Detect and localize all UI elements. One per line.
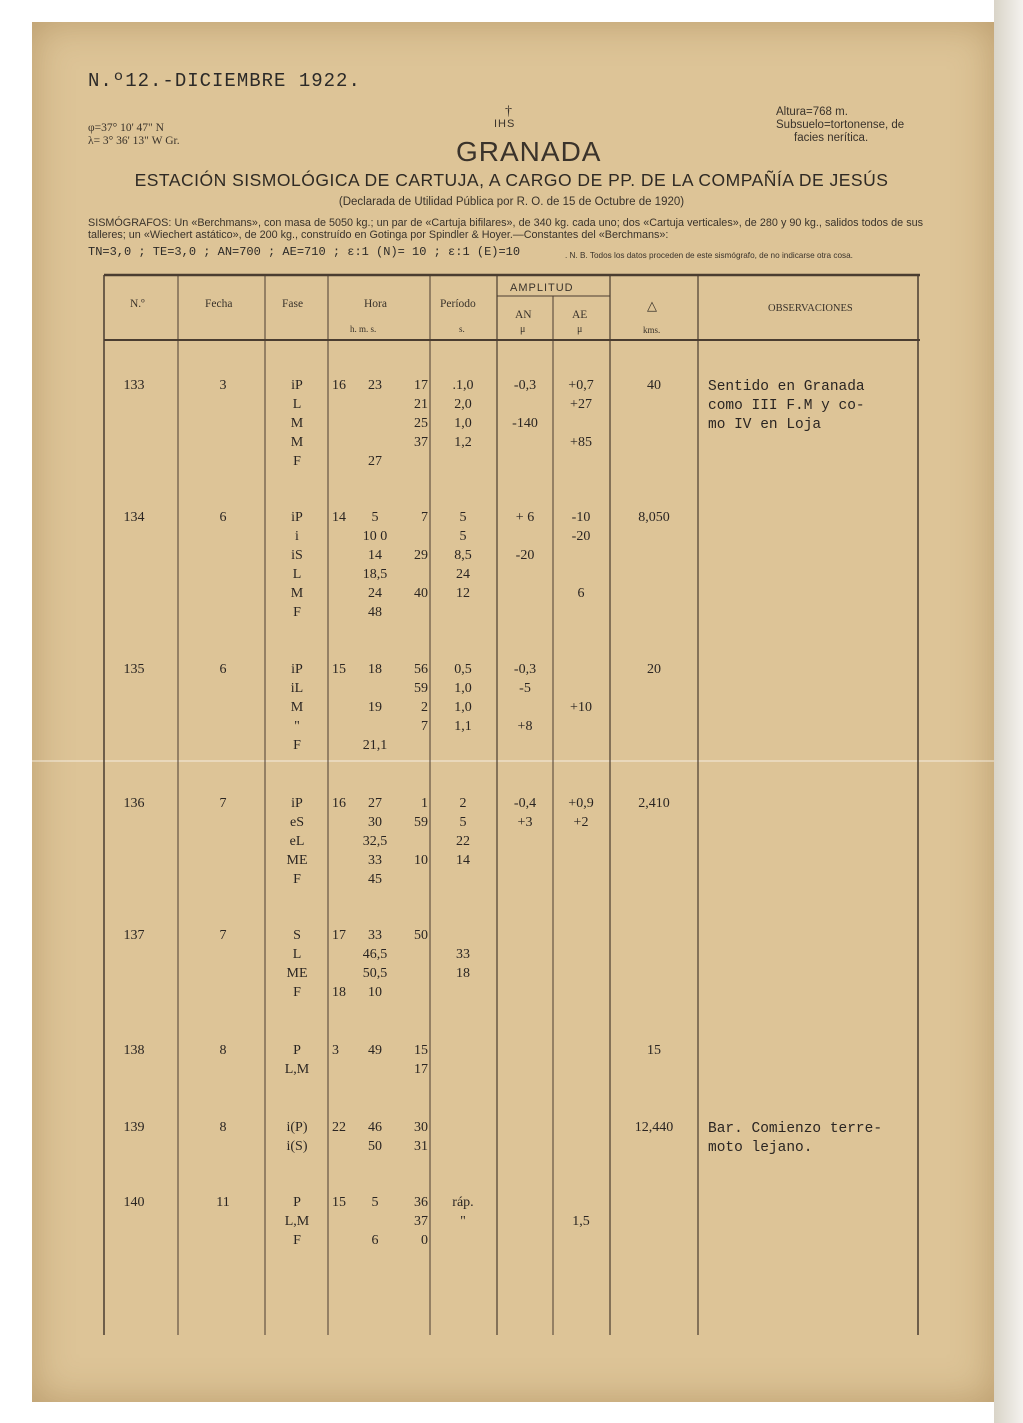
header-amplitude-e: AE: [572, 309, 588, 321]
row-phase: L,M: [284, 1062, 310, 1077]
row-hour: 17: [332, 928, 346, 943]
site-info: [776, 106, 904, 145]
row-distance: 20: [647, 662, 661, 677]
row-number: 135: [123, 662, 145, 677]
row-distance: 8,050: [638, 510, 670, 525]
row-second: 29: [414, 548, 428, 563]
longitude: λ= 3° 36' 13" W Gr.: [88, 135, 180, 147]
row-period: 2: [459, 796, 467, 811]
row-phase: i: [295, 529, 299, 544]
row-number: 136: [123, 796, 145, 811]
row-distance: 15: [647, 1043, 661, 1058]
row-minute: 46,5: [362, 947, 388, 962]
row-second: 17: [414, 1062, 428, 1077]
row-second: 7: [421, 510, 428, 525]
row-phase: F: [293, 454, 301, 469]
row-distance: 12,440: [634, 1120, 674, 1135]
subsoil-facies: facies nerítica.: [794, 132, 869, 144]
row-phase: iS: [291, 548, 303, 563]
coordinates: [88, 122, 180, 148]
row-second: 37: [414, 435, 428, 450]
row-phase: ": [294, 719, 300, 734]
row-minute: 32,5: [362, 834, 388, 849]
row-minute: 48: [368, 605, 382, 620]
header-mu-e: μ: [577, 324, 583, 335]
row-hour: 15: [332, 1195, 346, 1210]
row-second: 21: [414, 397, 428, 412]
row-period: 1,0: [454, 700, 472, 715]
row-minute: 27: [368, 796, 382, 811]
instruments-description: SISMÓGRAFOS: Un «Berchmans», con masa de 5050 kg.; un par de «Cartuja bifilares», de 340 kg. cada uno; dos «Cartuja verticales», de 280 y 90 kg., salidos todos de sus talleres; un «Wiechert astático», de 200 kg., construído en Gotinga por Spindler & Hoyer.—Constantes del «Berchmans»:: [88, 217, 923, 241]
row-amplitude-n: -0,3: [513, 662, 537, 677]
row-phase: M: [290, 435, 304, 450]
row-second: 10: [414, 853, 428, 868]
row-phase: iP: [291, 378, 303, 393]
row-number: 134: [123, 510, 145, 525]
row-phase: iP: [291, 796, 303, 811]
row-amplitude-n: + 6: [515, 510, 535, 525]
row-hour: 16: [332, 378, 346, 393]
row-second: 2: [421, 700, 428, 715]
row-phase: F: [293, 872, 301, 887]
header-amplitude: AMPLITUD: [510, 282, 574, 294]
row-amplitude-n: -0,4: [513, 796, 537, 811]
row-phase: F: [293, 605, 301, 620]
ihs-monogram: IHS: [494, 118, 516, 130]
row-amplitude-e: -10: [571, 510, 591, 525]
row-second: 1: [421, 796, 428, 811]
city-title: GRANADA: [456, 136, 602, 167]
row-amplitude-n: +3: [517, 815, 533, 830]
row-period: 1,1: [454, 719, 472, 734]
row-minute: 10: [368, 985, 382, 1000]
row-minute: 23: [368, 378, 382, 393]
row-period: 5: [459, 510, 467, 525]
row-minute: 19: [368, 700, 382, 715]
row-minute: 50,5: [362, 966, 388, 981]
row-minute: 27: [368, 454, 382, 469]
row-second: 40: [414, 586, 428, 601]
row-period: 2,0: [454, 397, 472, 412]
row-amplitude-n: -140: [512, 416, 538, 431]
row-period: 8,5: [454, 548, 472, 563]
row-period: .1,0: [452, 378, 474, 393]
row-period: 22: [456, 834, 470, 849]
row-hour: 22: [332, 1120, 346, 1135]
row-minute: 21,1: [362, 738, 388, 753]
header-delta-unit: kms.: [643, 325, 661, 335]
row-phase: F: [293, 985, 301, 1000]
row-distance: 40: [647, 378, 661, 393]
row-period: 14: [456, 853, 470, 868]
row-number: 139: [123, 1120, 145, 1135]
row-phase: i(S): [286, 1139, 308, 1154]
header-date: Fecha: [205, 298, 233, 310]
row-phase: L,M: [284, 1214, 310, 1229]
row-second: 50: [414, 928, 428, 943]
document-number: N.º12.-DICIEMBRE 1922.: [88, 70, 361, 92]
row-minute: 50: [368, 1139, 382, 1154]
row-amplitude-e: +0,7: [568, 378, 594, 393]
row-minute: 45: [368, 872, 382, 887]
row-number: 133: [123, 378, 145, 393]
row-amplitude-e: -20: [571, 529, 591, 544]
row-hour: 16: [332, 796, 346, 811]
row-phase: P: [293, 1043, 301, 1058]
row-amplitude-e: 1,5: [572, 1214, 590, 1229]
subsoil: Subsuelo=tortonense, de: [776, 119, 905, 131]
row-date: 7: [219, 928, 227, 943]
row-hour: 18: [332, 985, 346, 1000]
station-title: ESTACIÓN SISMOLÓGICA DE CARTUJA, A CARGO DE PP. DE LA COMPAÑÍA DE JESÚS: [134, 170, 889, 190]
header-phase: Fase: [282, 298, 304, 310]
row-minute: 10 0: [362, 529, 388, 544]
row-minute: 46: [368, 1120, 382, 1135]
row-distance: 2,410: [638, 796, 670, 811]
row-phase: F: [293, 1233, 301, 1248]
row-minute: 18: [368, 662, 382, 677]
row-hour: 3: [332, 1043, 339, 1058]
paper-fold: [32, 760, 994, 762]
row-minute: 33: [368, 928, 382, 943]
row-second: 15: [414, 1043, 428, 1058]
row-period: 33: [456, 947, 470, 962]
header-time: Hora: [364, 298, 387, 310]
row-amplitude-n: -0,3: [513, 378, 537, 393]
background-edge: [994, 0, 1023, 1423]
row-minute: 49: [368, 1043, 382, 1058]
row-amplitude-e: +10: [570, 700, 592, 715]
row-second: 17: [414, 378, 428, 393]
row-phase: F: [293, 738, 301, 753]
row-period: ráp.: [452, 1195, 474, 1210]
row-phase: iL: [290, 681, 304, 696]
data-note: . N. B. Todos los datos proceden de este sismógrafo, de no indicarse otra cosa.: [565, 251, 853, 260]
row-minute: 5: [371, 510, 379, 525]
row-number: 138: [123, 1043, 145, 1058]
row-second: 0: [421, 1233, 428, 1248]
header-time-units: h. m. s.: [350, 324, 377, 334]
header-period: Período: [440, 298, 476, 310]
row-date: 7: [219, 796, 227, 811]
row-minute: 30: [368, 815, 382, 830]
row-number: 140: [123, 1195, 145, 1210]
row-phase: P: [293, 1195, 301, 1210]
row-phase: eS: [290, 815, 304, 830]
row-minute: 14: [368, 548, 382, 563]
row-amplitude-e: +85: [570, 435, 592, 450]
row-minute: 6: [371, 1233, 379, 1248]
row-date: 11: [216, 1195, 230, 1210]
row-amplitude-e: +0,9: [568, 796, 594, 811]
row-period: ": [460, 1214, 466, 1229]
row-minute: 5: [371, 1195, 379, 1210]
row-period: 12: [456, 586, 470, 601]
header-mu-n: μ: [520, 324, 526, 335]
row-phase: L: [292, 567, 302, 582]
row-phase: ME: [286, 966, 308, 981]
row-phase: iP: [291, 510, 303, 525]
row-period: 18: [456, 966, 470, 981]
row-period: 1,0: [454, 416, 472, 431]
row-amplitude-n: -20: [515, 548, 535, 563]
row-phase: iP: [291, 662, 303, 677]
row-second: 7: [421, 719, 428, 734]
row-minute: 18,5: [362, 567, 388, 582]
row-period: 24: [456, 567, 470, 582]
row-second: 56: [414, 662, 428, 677]
header-amplitude-n: AN: [515, 309, 532, 321]
row-date: 8: [219, 1043, 227, 1058]
instrument-constants: TN=3,0 ; TE=3,0 ; AN=700 ; AE=710 ; ε:1 (N)= 10 ; ε:1 (E)=10: [88, 245, 521, 259]
row-period: 1,2: [454, 435, 472, 450]
row-period: 5: [459, 529, 467, 544]
row-second: 30: [414, 1120, 428, 1135]
declaration: (Declarada de Utilidad Pública por R. O. de 15 de Octubre de 1920): [338, 196, 685, 208]
row-hour: 15: [332, 662, 346, 677]
row-amplitude-n: -5: [519, 681, 531, 696]
row-amplitude-e: +2: [573, 815, 589, 830]
altitude: Altura=768 m.: [776, 106, 848, 118]
cross-symbol: †: [505, 104, 512, 119]
header-period-unit: s.: [459, 324, 465, 334]
row-second: 31: [414, 1139, 428, 1154]
row-phase: L: [292, 947, 302, 962]
row-observations: Sentido en Granada como III F.M y co- mo IV en Loja: [708, 379, 865, 433]
row-period: 1,0: [454, 681, 472, 696]
row-amplitude-n: +8: [517, 719, 533, 734]
row-period: 5: [459, 815, 467, 830]
row-date: 3: [219, 378, 227, 393]
row-minute: 33: [368, 853, 382, 868]
row-minute: 24: [368, 586, 382, 601]
row-second: 59: [414, 681, 428, 696]
header-observations: OBSERVACIONES: [768, 303, 853, 314]
row-period: 0,5: [454, 662, 472, 677]
row-phase: i(P): [286, 1120, 308, 1135]
row-second: 37: [414, 1214, 428, 1229]
header-number: N.º: [130, 298, 145, 310]
row-phase: ME: [286, 853, 308, 868]
row-second: 25: [414, 416, 428, 431]
header-delta: △: [647, 298, 657, 313]
row-second: 36: [414, 1195, 428, 1210]
latitude: φ=37° 10' 47" N: [88, 122, 164, 134]
row-phase: M: [290, 700, 304, 715]
row-phase: L: [292, 397, 302, 412]
row-number: 137: [123, 928, 145, 943]
row-phase: M: [290, 416, 304, 431]
row-date: 8: [219, 1120, 227, 1135]
row-second: 59: [414, 815, 428, 830]
row-amplitude-e: +27: [570, 397, 592, 412]
row-hour: 14: [332, 510, 346, 525]
row-date: 6: [219, 662, 227, 677]
row-phase: eL: [289, 834, 305, 849]
row-observations: Bar. Comienzo terre- moto lejano.: [708, 1121, 883, 1156]
row-amplitude-e: 6: [577, 586, 585, 601]
row-phase: M: [290, 586, 304, 601]
row-phase: S: [293, 928, 301, 943]
row-date: 6: [219, 510, 227, 525]
